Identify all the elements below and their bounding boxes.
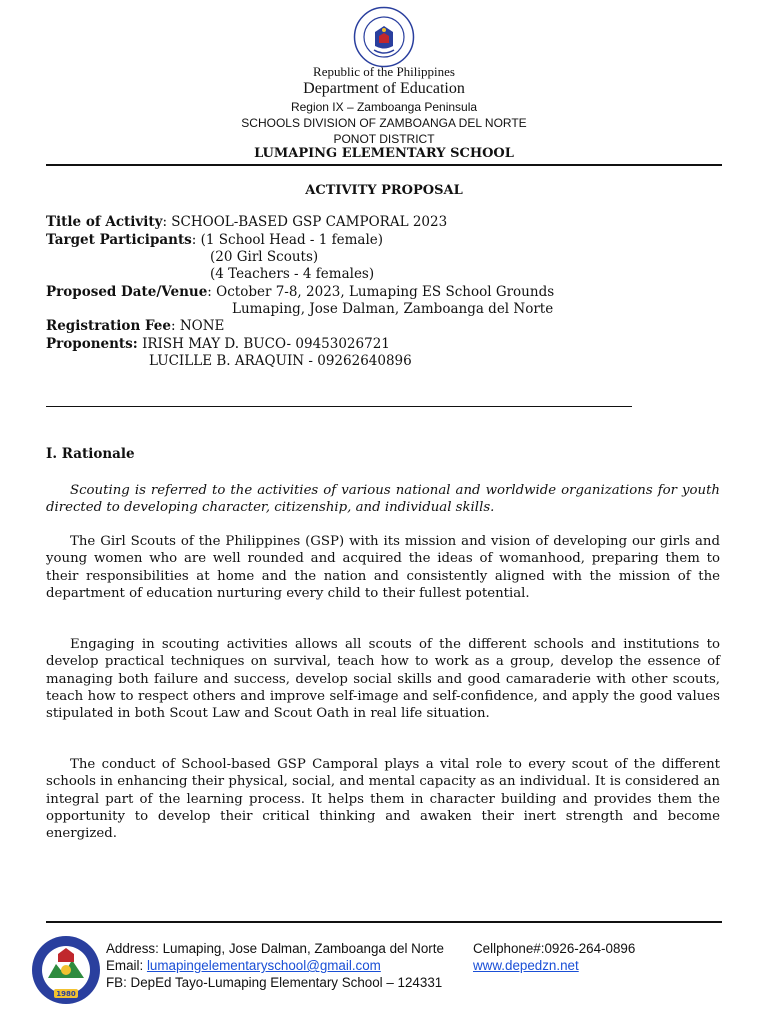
school-name: LUMAPING ELEMENTARY SCHOOL	[254, 146, 514, 161]
fee-value: : NONE	[170, 318, 225, 334]
venue-label: Proposed Date/Venue	[46, 284, 208, 300]
region-line: Region IX – Zamboanga Peninsula	[290, 100, 478, 114]
venue-value: : October 7-8, 2023, Lumaping ES School Grounds	[207, 284, 555, 300]
proponent-2: LUCILLE B. ARAQUIN - 09262640896	[149, 353, 412, 369]
fee-row	[46, 318, 224, 336]
section-divider	[46, 406, 632, 407]
footer-fb: FB: DepEd Tayo-Lumaping Elementary School – 124331	[106, 975, 443, 990]
participants-value: : (1 School Head - 1 female)	[191, 232, 384, 248]
rationale-heading: I. Rationale	[46, 446, 135, 462]
division-line: SCHOOLS DIVISION OF ZAMBOANGA DEL NORTE	[241, 116, 527, 130]
footer-email-row	[106, 958, 381, 974]
activity-row	[46, 214, 447, 232]
school-seal-logo	[30, 934, 102, 1006]
footer-divider	[46, 921, 722, 923]
footer-email-link[interactable]: lumapingelementaryschool@gmail.com	[146, 958, 381, 973]
participants-label: Target Participants	[46, 232, 192, 248]
department-line: Department of Education	[303, 80, 465, 97]
footer-cellphone: Cellphone#:0926-264-0896	[473, 941, 636, 956]
activity-value: : SCHOOL-BASED GSP CAMPORAL 2023	[162, 214, 448, 230]
participants-line-3: (4 Teachers - 4 females)	[210, 266, 375, 282]
rationale-paragraph: Engaging in scouting activities allows all scouts of the different schools and institutions to develop practical techniques on survival, teach how to work as a group, develop the essence of managing both failure and success, develop social skills and good camaraderie with other scouts, teach how to respect others and improve self-image and self-confidence, and apply the good values stipulated in both Scout Law and Scout Oath in real life situation.	[46, 637, 720, 722]
activity-label: Title of Activity	[46, 214, 163, 230]
district-line: PONOT DISTRICT	[333, 132, 435, 146]
proponents-label: Proponents:	[46, 336, 138, 352]
header-divider	[46, 164, 722, 166]
footer-website-row	[473, 958, 579, 974]
proponent-1: IRISH MAY D. BUCO- 09453026721	[142, 336, 390, 352]
proponents-row	[46, 336, 390, 354]
rationale-paragraph: Scouting is referred to the activities of various national and worldwide organizations for youth directed to developing character, citizenship, and individual skills.	[46, 483, 720, 516]
participants-line-2: (20 Girl Scouts)	[210, 249, 319, 265]
republic-line: Republic of the Philippines	[313, 64, 455, 79]
participants-row	[46, 232, 383, 250]
venue-line-2: Lumaping, Jose Dalman, Zamboanga del Norte	[232, 301, 554, 317]
footer-email-label: Email:	[106, 958, 147, 973]
rationale-paragraph: The Girl Scouts of the Philippines (GSP) with its mission and vision of developing our girls and young women who are well rounded and acquired the ideas of womanhood, preparing them to their responsibilities at home and the nation and consistently aligned with the mission of the department of education nurturing every child to their fullest potential.	[46, 534, 720, 601]
deped-seal-logo	[353, 6, 415, 68]
document-title: ACTIVITY PROPOSAL	[305, 183, 463, 198]
venue-row	[46, 284, 554, 302]
footer-website-link[interactable]: www.depedzn.net	[473, 958, 579, 973]
rationale-paragraph: The conduct of School-based GSP Camporal plays a vital role to every scout of the different schools in enhancing their physical, social, and mental capacity as an individual. It is considered an integral part of the learning process. It helps them in character building and provides them the opportunity to develop their critical thinking and awaken their inert strength and become energized.	[46, 757, 720, 842]
footer-address: Address: Lumaping, Jose Dalman, Zamboanga del Norte	[106, 941, 444, 956]
school-seal-year: 1980	[56, 990, 76, 998]
fee-label: Registration Fee	[46, 318, 171, 334]
